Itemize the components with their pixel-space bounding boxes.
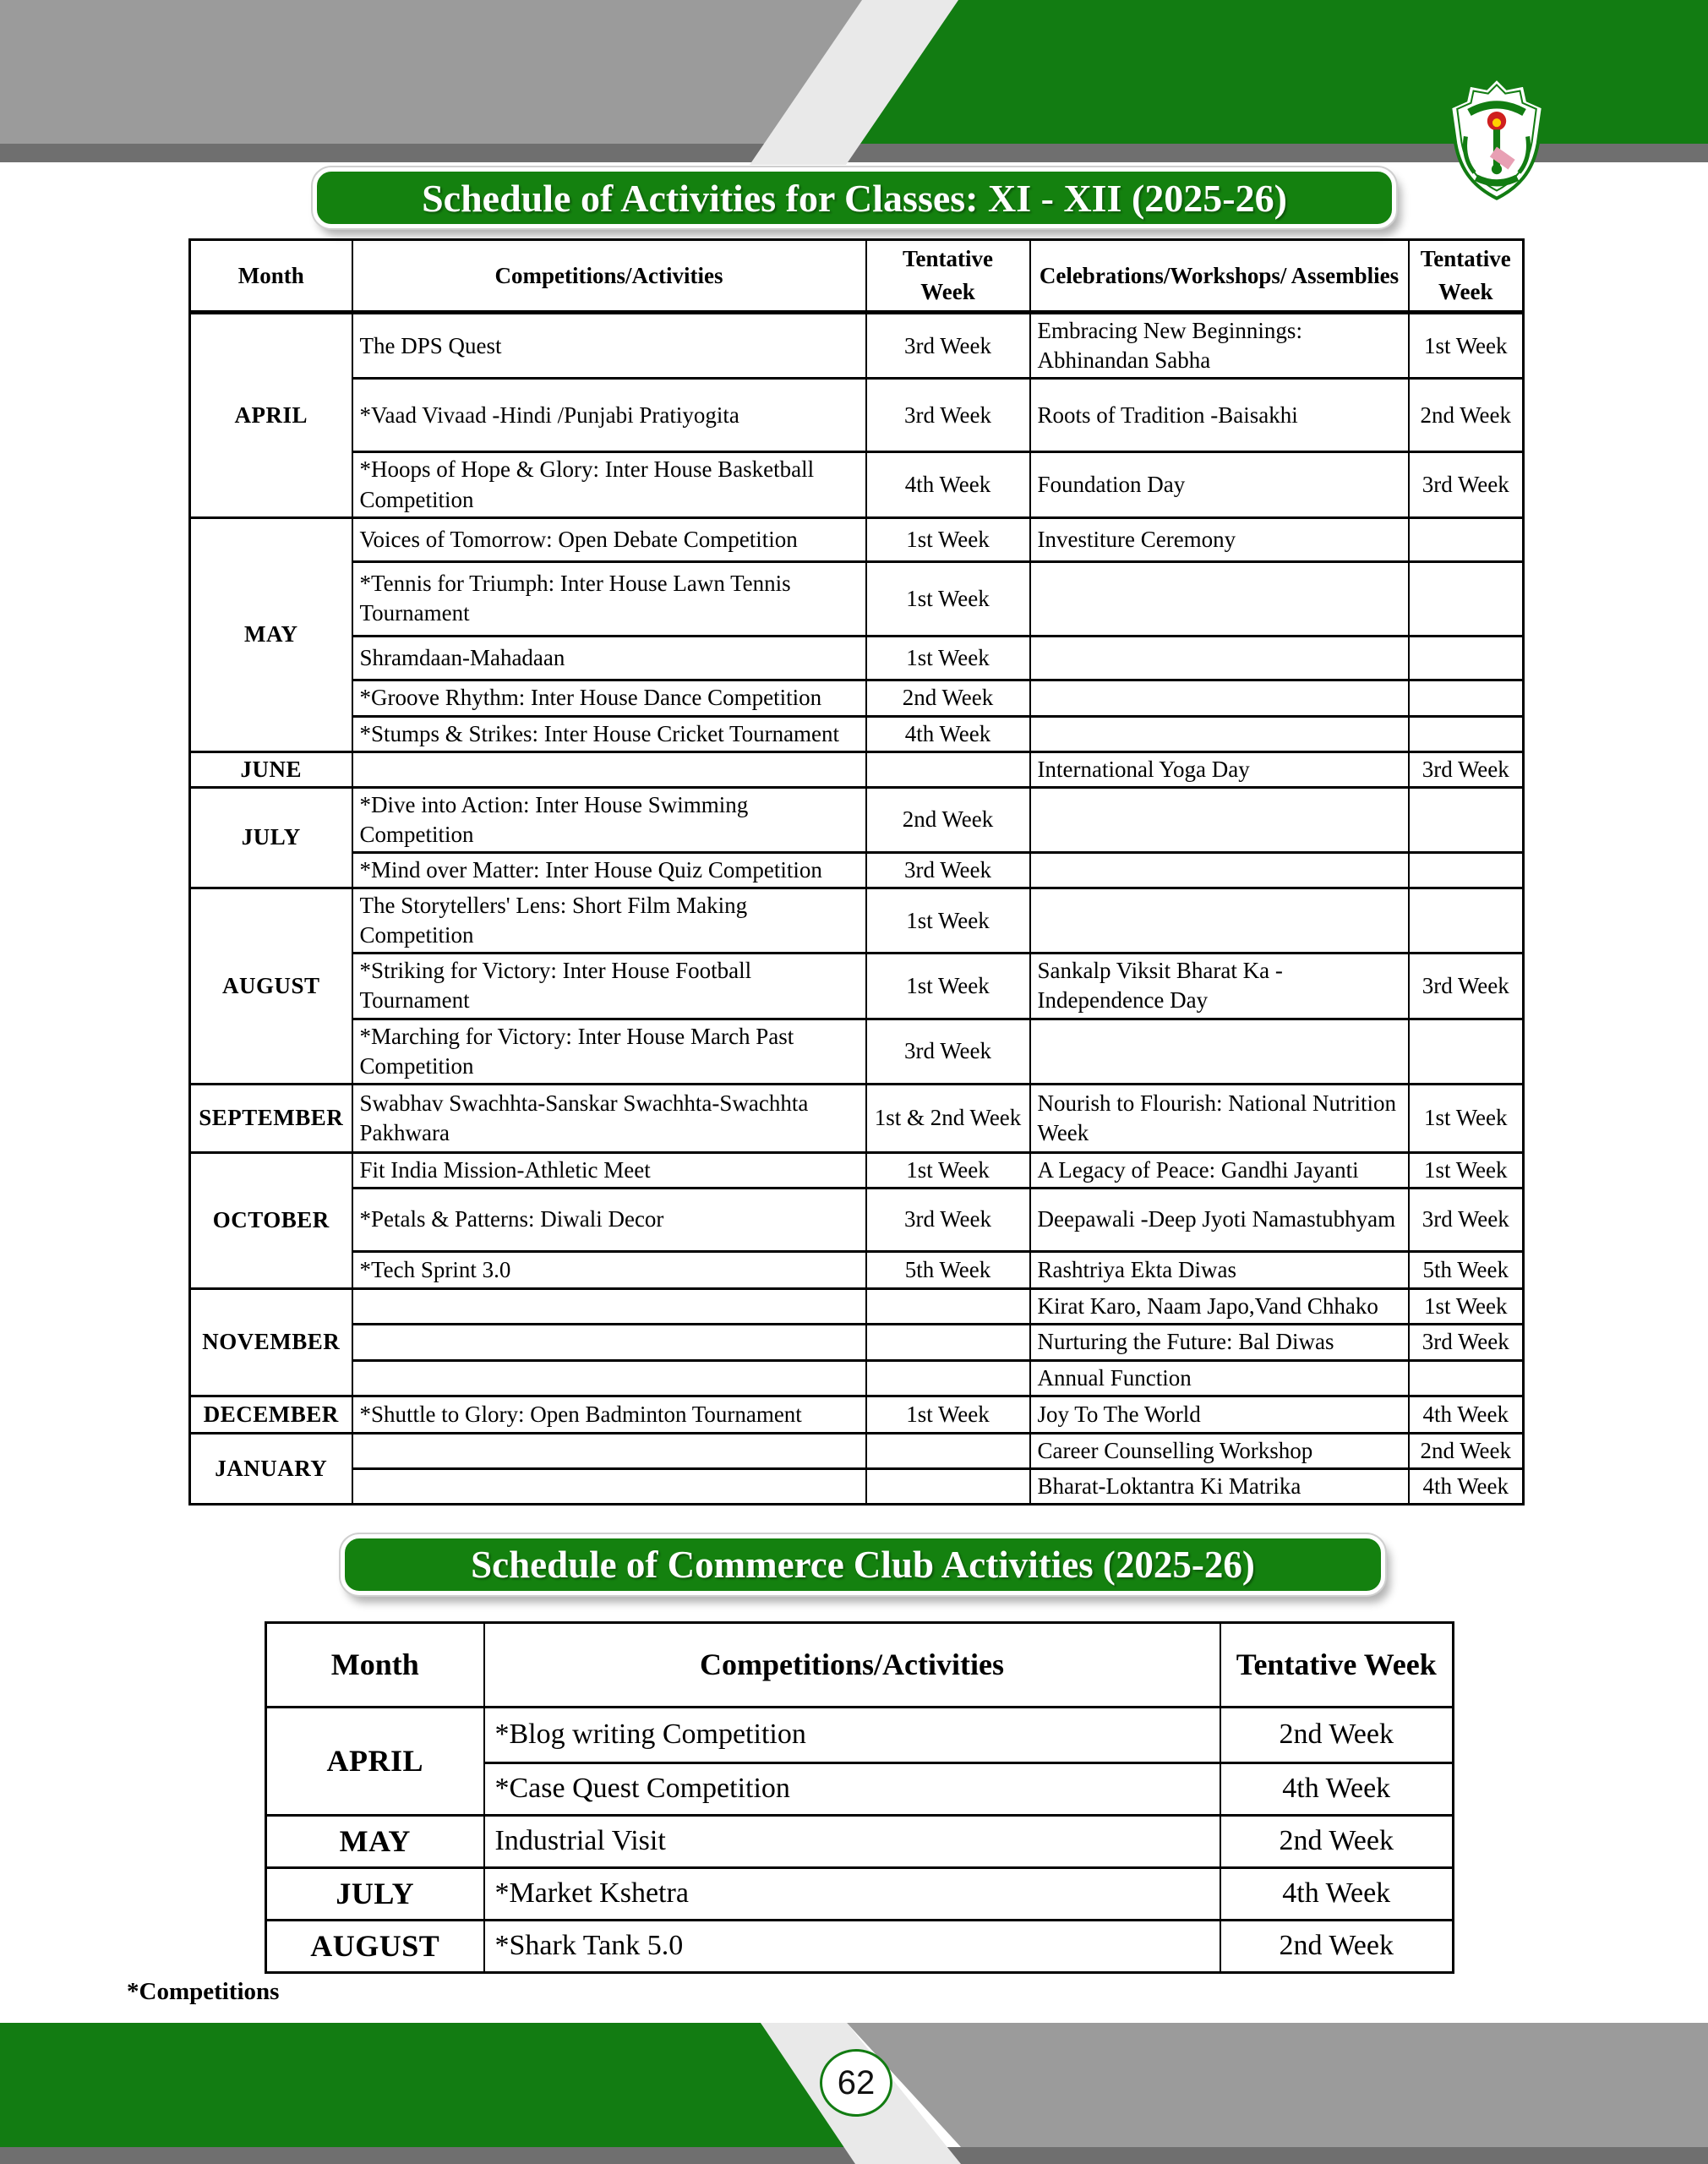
- celebration-cell: [1030, 561, 1409, 636]
- celebration-cell: [1030, 680, 1409, 716]
- header-cell: Tentative Week: [866, 240, 1030, 313]
- table-row: [190, 1469, 1524, 1505]
- table-row: [190, 1188, 1524, 1251]
- main-title-banner: [313, 167, 1396, 228]
- table-row: [190, 853, 1524, 888]
- week-cell: 4th Week: [1220, 1763, 1454, 1816]
- celebration-cell: Rashtriya Ekta Diwas: [1030, 1251, 1409, 1288]
- activity-cell: The Storytellers' Lens: Short Film Making Competition: [352, 888, 866, 954]
- commerce-title-text: Schedule of Commerce Club Activities (2025-26): [471, 1544, 1255, 1586]
- header-cell: Celebrations/Workshops/ Assemblies: [1030, 240, 1409, 313]
- week-cell: 4th Week: [1220, 1868, 1454, 1921]
- activity-cell: *Case Quest Competition: [484, 1763, 1220, 1816]
- week-cell: 4th Week: [866, 452, 1030, 517]
- commerce-title-banner: [341, 1534, 1385, 1595]
- celebration-cell: [1030, 1019, 1409, 1084]
- celebration-cell: Investiture Ceremony: [1030, 517, 1409, 561]
- month-cell: NOVEMBER: [190, 1288, 352, 1396]
- celebration-cell: Embracing New Beginnings: Abhinandan Sabha: [1030, 313, 1409, 379]
- table-row: [190, 1360, 1524, 1396]
- week-cell: 1st Week: [866, 517, 1030, 561]
- activity-cell: The DPS Quest: [352, 313, 866, 379]
- activity-cell: *Blog writing Competition: [484, 1708, 1220, 1763]
- month-cell: JULY: [266, 1868, 484, 1921]
- activity-cell: *Market Kshetra: [484, 1868, 1220, 1921]
- week-cell: 3rd Week: [1409, 1324, 1524, 1360]
- table-row: [190, 1152, 1524, 1188]
- activity-cell: Swabhav Swachhta-Sanskar Swachhta-Swachhta Pakhwara: [352, 1084, 866, 1152]
- school-crest-icon: [1445, 76, 1548, 201]
- table-row: [266, 1921, 1454, 1973]
- week-cell: [866, 751, 1030, 787]
- celebration-cell: Deepawali -Deep Jyoti Namastubhyam: [1030, 1188, 1409, 1251]
- commerce-club-table: [265, 1621, 1454, 1974]
- week-cell: [866, 1360, 1030, 1396]
- week-cell: 2nd Week: [866, 680, 1030, 716]
- table-row: [190, 1324, 1524, 1360]
- table-row: [190, 452, 1524, 517]
- week-cell: 3rd Week: [1409, 452, 1524, 517]
- week-cell: 3rd Week: [866, 379, 1030, 452]
- activities-table-body: [190, 313, 1524, 1505]
- week-cell: [1409, 716, 1524, 751]
- table-row: [190, 313, 1524, 379]
- activities-table: [188, 238, 1525, 1506]
- celebration-cell: A Legacy of Peace: Gandhi Jayanti: [1030, 1152, 1409, 1188]
- header-row: [266, 1623, 1454, 1708]
- activities-table-header: [190, 240, 1524, 313]
- week-cell: [1409, 561, 1524, 636]
- week-cell: 1st Week: [1409, 1084, 1524, 1152]
- activity-cell: Fit India Mission-Athletic Meet: [352, 1152, 866, 1188]
- week-cell: 3rd Week: [866, 1019, 1030, 1084]
- celebration-cell: [1030, 853, 1409, 888]
- activity-cell: [352, 1433, 866, 1468]
- month-cell: APRIL: [190, 313, 352, 517]
- activity-cell: Voices of Tomorrow: Open Debate Competition: [352, 517, 866, 561]
- week-cell: 4th Week: [1409, 1396, 1524, 1433]
- activity-cell: *Petals & Patterns: Diwali Decor: [352, 1188, 866, 1251]
- activity-cell: *Shark Tank 5.0: [484, 1921, 1220, 1973]
- week-cell: [1409, 853, 1524, 888]
- month-cell: JUNE: [190, 751, 352, 787]
- activity-cell: Industrial Visit: [484, 1816, 1220, 1868]
- table-row: [190, 1433, 1524, 1468]
- header-cell: Tentative Week: [1409, 240, 1524, 313]
- header-cell: Month: [190, 240, 352, 313]
- month-cell: JULY: [190, 787, 352, 888]
- celebration-cell: Career Counselling Workshop: [1030, 1433, 1409, 1468]
- table-row: [190, 379, 1524, 452]
- month-cell: OCTOBER: [190, 1152, 352, 1288]
- celebration-cell: [1030, 787, 1409, 852]
- week-cell: 3rd Week: [1409, 1188, 1524, 1251]
- month-cell: DECEMBER: [190, 1396, 352, 1433]
- month-cell: JANUARY: [190, 1433, 352, 1504]
- table-row: [190, 1084, 1524, 1152]
- month-cell: APRIL: [266, 1708, 484, 1816]
- table-row: [190, 1251, 1524, 1288]
- month-cell: MAY: [266, 1816, 484, 1868]
- celebration-cell: [1030, 716, 1409, 751]
- table-row: [266, 1816, 1454, 1868]
- activity-cell: *Tech Sprint 3.0: [352, 1251, 866, 1288]
- week-cell: 4th Week: [1409, 1469, 1524, 1505]
- activity-cell: *Groove Rhythm: Inter House Dance Competition: [352, 680, 866, 716]
- table-row: [190, 680, 1524, 716]
- table-row: [190, 888, 1524, 954]
- commerce-table-header: [266, 1623, 1454, 1708]
- week-cell: 1st Week: [866, 636, 1030, 680]
- celebration-cell: Annual Function: [1030, 1360, 1409, 1396]
- week-cell: 1st Week: [1409, 313, 1524, 379]
- week-cell: 4th Week: [866, 716, 1030, 751]
- week-cell: 1st Week: [866, 954, 1030, 1019]
- week-cell: [866, 1288, 1030, 1324]
- table-row: [190, 787, 1524, 852]
- celebration-cell: Joy To The World: [1030, 1396, 1409, 1433]
- table-row: [190, 636, 1524, 680]
- week-cell: 1st Week: [866, 1152, 1030, 1188]
- week-cell: 2nd Week: [1220, 1921, 1454, 1973]
- week-cell: 1st Week: [1409, 1288, 1524, 1324]
- week-cell: 1st Week: [866, 1396, 1030, 1433]
- week-cell: 1st & 2nd Week: [866, 1084, 1030, 1152]
- table-row: [190, 1288, 1524, 1324]
- celebration-cell: Nurturing the Future: Bal Diwas: [1030, 1324, 1409, 1360]
- week-cell: [1409, 636, 1524, 680]
- week-cell: [1409, 1019, 1524, 1084]
- activity-cell: *Stumps & Strikes: Inter House Cricket Tournament: [352, 716, 866, 751]
- activity-cell: *Striking for Victory: Inter House Football Tournament: [352, 954, 866, 1019]
- main-title-text: Schedule of Activities for Classes: XI - XII (2025-26): [422, 176, 1287, 220]
- week-cell: [1409, 1360, 1524, 1396]
- activity-cell: [352, 751, 866, 787]
- week-cell: 1st Week: [1409, 1152, 1524, 1188]
- activity-cell: [352, 1469, 866, 1505]
- celebration-cell: Foundation Day: [1030, 452, 1409, 517]
- week-cell: [1409, 888, 1524, 954]
- week-cell: [866, 1469, 1030, 1505]
- celebration-cell: Sankalp Viksit Bharat Ka - Independence Day: [1030, 954, 1409, 1019]
- activity-cell: [352, 1360, 866, 1396]
- table-row: [190, 751, 1524, 787]
- week-cell: 3rd Week: [866, 313, 1030, 379]
- month-cell: MAY: [190, 517, 352, 751]
- competitions-footnote: *Competitions: [127, 1978, 280, 2005]
- table-row: [190, 954, 1524, 1019]
- activity-cell: *Dive into Action: Inter House Swimming Competition: [352, 787, 866, 852]
- activity-cell: *Mind over Matter: Inter House Quiz Competition: [352, 853, 866, 888]
- header-row: [190, 240, 1524, 313]
- week-cell: [866, 1433, 1030, 1468]
- commerce-table-body: [266, 1708, 1454, 1973]
- page-number: 62: [837, 2063, 876, 2101]
- week-cell: 2nd Week: [1409, 379, 1524, 452]
- table-row: [190, 517, 1524, 561]
- table-row: [190, 1019, 1524, 1084]
- month-cell: AUGUST: [266, 1921, 484, 1973]
- header-cell: Month: [266, 1623, 484, 1708]
- activity-cell: *Hoops of Hope & Glory: Inter House Basketball Competition: [352, 452, 866, 517]
- week-cell: 3rd Week: [1409, 954, 1524, 1019]
- header-cell: Competitions/Activities: [484, 1623, 1220, 1708]
- header-cell: Tentative Week: [1220, 1623, 1454, 1708]
- activity-cell: Shramdaan-Mahadaan: [352, 636, 866, 680]
- week-cell: 3rd Week: [1409, 751, 1524, 787]
- table-row: [266, 1868, 1454, 1921]
- week-cell: 2nd Week: [1220, 1708, 1454, 1763]
- month-cell: SEPTEMBER: [190, 1084, 352, 1152]
- celebration-cell: Nourish to Flourish: National Nutrition Week: [1030, 1084, 1409, 1152]
- week-cell: 3rd Week: [866, 1188, 1030, 1251]
- week-cell: 1st Week: [866, 561, 1030, 636]
- activity-cell: *Shuttle to Glory: Open Badminton Tournament: [352, 1396, 866, 1433]
- week-cell: 2nd Week: [866, 787, 1030, 852]
- month-cell: AUGUST: [190, 888, 352, 1085]
- page-number-badge: [820, 2049, 892, 2117]
- week-cell: 1st Week: [866, 888, 1030, 954]
- celebration-cell: [1030, 888, 1409, 954]
- week-cell: [1409, 680, 1524, 716]
- table-row: [190, 561, 1524, 636]
- celebration-cell: International Yoga Day: [1030, 751, 1409, 787]
- celebration-cell: Roots of Tradition -Baisakhi: [1030, 379, 1409, 452]
- celebration-cell: Kirat Karo, Naam Japo,Vand Chhako: [1030, 1288, 1409, 1324]
- week-cell: [866, 1324, 1030, 1360]
- header-cell: Competitions/Activities: [352, 240, 866, 313]
- week-cell: [1409, 517, 1524, 561]
- activity-cell: [352, 1324, 866, 1360]
- table-row: [266, 1708, 1454, 1763]
- week-cell: 2nd Week: [1409, 1433, 1524, 1468]
- activity-cell: *Marching for Victory: Inter House March Past Competition: [352, 1019, 866, 1084]
- week-cell: 5th Week: [1409, 1251, 1524, 1288]
- activity-cell: *Tennis for Triumph: Inter House Lawn Tennis Tournament: [352, 561, 866, 636]
- week-cell: 5th Week: [866, 1251, 1030, 1288]
- activity-cell: [352, 1288, 866, 1324]
- activity-cell: *Vaad Vivaad -Hindi /Punjabi Pratiyogita: [352, 379, 866, 452]
- week-cell: [1409, 787, 1524, 852]
- week-cell: 3rd Week: [866, 853, 1030, 888]
- celebration-cell: Bharat-Loktantra Ki Matrika: [1030, 1469, 1409, 1505]
- week-cell: 2nd Week: [1220, 1816, 1454, 1868]
- celebration-cell: [1030, 636, 1409, 680]
- table-row: [190, 1396, 1524, 1433]
- table-row: [190, 716, 1524, 751]
